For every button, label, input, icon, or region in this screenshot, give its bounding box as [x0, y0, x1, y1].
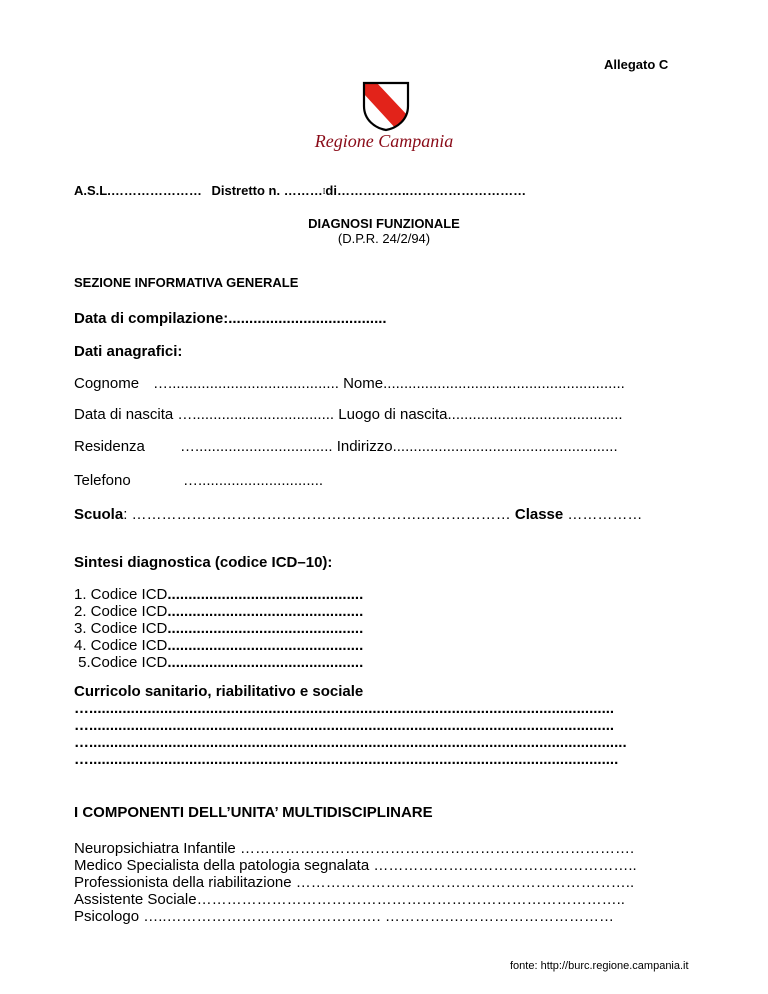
- school-line: [74, 506, 642, 523]
- curriculum-lines: [74, 700, 627, 768]
- residence-line: [180, 438, 618, 455]
- list-item: 4. Codice ICD...............................................: [74, 637, 364, 654]
- asl-dots: …………………: [110, 183, 202, 198]
- residence-dots: ….................................: [180, 438, 337, 455]
- region-name: Regione Campania: [314, 131, 454, 151]
- of-dots: ……………..………………………: [336, 183, 527, 198]
- phone-label: Telefono: [74, 472, 131, 489]
- personal-data-heading: Dati anagrafici:: [74, 343, 183, 360]
- birth-place-label: Luogo di nascita: [338, 406, 448, 423]
- list-item: ….................................................................................................................................: [74, 734, 627, 751]
- source-footer: fonte: http://burc.regione.campania.it: [510, 960, 689, 972]
- class-dots: ……………: [563, 506, 643, 523]
- list-item: Psicologo …..……………………………………. ………….……………………………: [74, 908, 615, 925]
- document-subtitle: (D.P.R. 24/2/94): [337, 231, 431, 246]
- school-dots: : ………………………………………………….………………: [123, 506, 511, 523]
- list-item: Professionista della riabilitazione …………………………………………………………..: [74, 874, 635, 891]
- address-dots: ......................................................: [392, 438, 618, 455]
- team-heading: I COMPONENTI DELL’UNITA’ MULTIDISCIPLINARE: [74, 804, 433, 821]
- district-mark-icon: ⁞: [322, 187, 326, 197]
- first-name-label: Nome: [343, 375, 384, 392]
- birth-line: [74, 406, 623, 423]
- district-label: Distretto n.: [211, 183, 284, 198]
- icd-code-list: [74, 586, 363, 671]
- region-crest-icon: [361, 80, 411, 132]
- compilation-date-line: [74, 310, 387, 327]
- list-item: …..............................................................................................................................: [74, 700, 615, 717]
- birth-date-label: Data di nascita: [74, 406, 178, 423]
- compilation-date-label: Data di compilazione:: [74, 310, 229, 327]
- of-label: di: [325, 183, 337, 198]
- surname-label: Cognome: [74, 375, 140, 392]
- birth-date-dots: …..................................: [177, 406, 339, 423]
- district-dots: ………: [283, 183, 323, 198]
- curriculum-heading: Curricolo sanitario, riabilitativo e sociale: [74, 683, 364, 700]
- list-item: Medico Specialista della patologia segnalata ……………………………………………..: [74, 857, 637, 874]
- attachment-label: Allegato C: [604, 57, 669, 72]
- first-name-dots: ..........................................................: [383, 375, 625, 392]
- section-general-heading: SEZIONE INFORMATIVA GENERALE: [74, 275, 299, 290]
- list-item: 1. Codice ICD...............................................: [74, 586, 364, 603]
- asl-label: A.S.L.: [74, 183, 111, 198]
- name-line: [74, 375, 625, 392]
- asl-line: [74, 183, 526, 198]
- document-title: DIAGNOSI FUNZIONALE: [308, 216, 460, 231]
- list-item: …...............................................................................................................................: [74, 751, 619, 768]
- class-label: Classe: [510, 506, 564, 523]
- surname-dots: ….........................................: [153, 375, 344, 392]
- compilation-date-dots: ......................................: [228, 310, 387, 327]
- address-label: Indirizzo: [336, 438, 393, 455]
- school-label: Scuola: [74, 506, 124, 523]
- list-item: 2. Codice ICD...............................................: [74, 603, 364, 620]
- birth-place-dots: ..........................................: [447, 406, 623, 423]
- diagnosis-heading: Sintesi diagnostica (codice ICD–10):: [74, 554, 333, 571]
- list-item: Neuropsichiatra Infantile …………………………………………………………………….: [74, 840, 635, 857]
- list-item: 5.Codice ICD...............................................: [74, 654, 364, 671]
- list-item: Assistente Sociale…………………………………………………………………………..: [74, 891, 625, 908]
- residence-label: Residenza: [74, 438, 145, 455]
- list-item: 3. Codice ICD...............................................: [74, 620, 364, 637]
- team-member-list: [74, 840, 637, 925]
- phone-dots: …..............................: [183, 472, 324, 489]
- list-item: …..............................................................................................................................: [74, 717, 615, 734]
